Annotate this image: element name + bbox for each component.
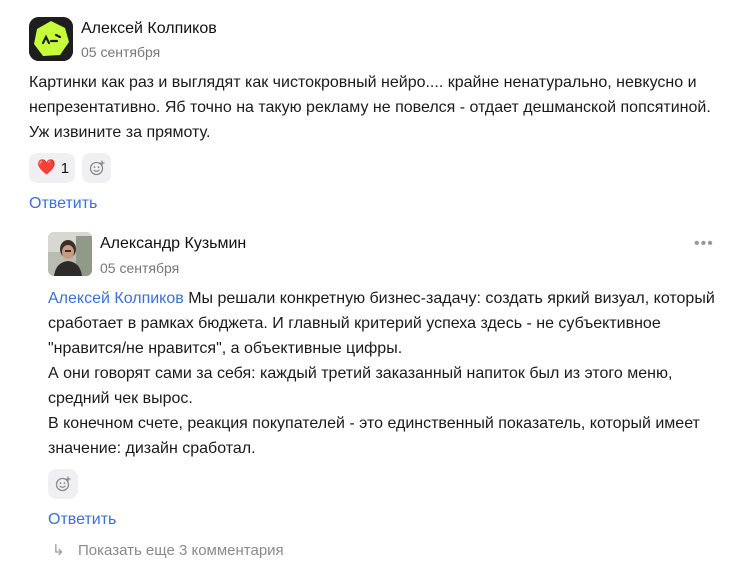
- emoji-add-icon: [55, 476, 71, 492]
- reaction-count: 1: [60, 159, 70, 177]
- reply-author-name[interactable]: Александр Кузьмин: [100, 235, 247, 252]
- comment-line: непрезентативно. Яб точно на такую рекламу не повелся - отдает дешманской попсятиной.: [29, 99, 711, 116]
- logo-icon: [29, 17, 73, 61]
- comment-date: 05 сентября: [81, 44, 161, 60]
- comment-line: Картинки как раз и выглядят как чистокровный нейро.... крайне ненатурально, невкусно и: [29, 74, 697, 91]
- show-more-comments[interactable]: [52, 541, 284, 561]
- reply-add-reaction-button[interactable]: [48, 469, 78, 499]
- user-photo-icon: [48, 232, 92, 276]
- reply-line: средний чек вырос.: [48, 390, 193, 407]
- emoji-add-icon: [89, 160, 105, 176]
- reply-date: 05 сентября: [100, 260, 180, 276]
- mention-link[interactable]: Алексей Колпиков: [48, 290, 184, 307]
- author-avatar[interactable]: [29, 17, 73, 61]
- reply-line: А они говорят сами за себя: каждый третий заказанный напиток был из этого меню,: [48, 365, 673, 382]
- add-reaction-button[interactable]: [82, 153, 111, 183]
- reply-line-text: Мы решали конкретную бизнес-задачу: создать яркий визуал, который: [183, 290, 715, 307]
- reply-line: сработает в рамках бюджета. И главный критерий успеха здесь - не субъективное: [48, 315, 661, 332]
- reply-body: [48, 286, 738, 461]
- author-name[interactable]: Алексей Колпиков: [81, 20, 217, 37]
- comment-line: Уж извините за прямоту.: [29, 124, 211, 141]
- reply-arrow-icon: ↳: [52, 542, 65, 559]
- reply-line: значение: дизайн сработал.: [48, 440, 256, 457]
- heart-emoji-icon: ❤️: [37, 159, 56, 176]
- reply-reply-link[interactable]: Ответить: [48, 511, 117, 528]
- reply-line: [48, 286, 738, 311]
- reaction-heart-button[interactable]: [29, 153, 75, 183]
- reply-author-avatar[interactable]: [48, 232, 92, 276]
- show-more-label: Показать еще 3 комментария: [78, 542, 284, 559]
- reply-line: "нравится/не нравится", а объективные цифры.: [48, 340, 403, 357]
- comment-body: [29, 70, 729, 145]
- reply-line: В конечном счете, реакция покупателей - это единственный показатель, который имеет: [48, 415, 700, 432]
- reply-link[interactable]: Ответить: [29, 195, 98, 212]
- more-options-icon[interactable]: •••: [694, 235, 714, 252]
